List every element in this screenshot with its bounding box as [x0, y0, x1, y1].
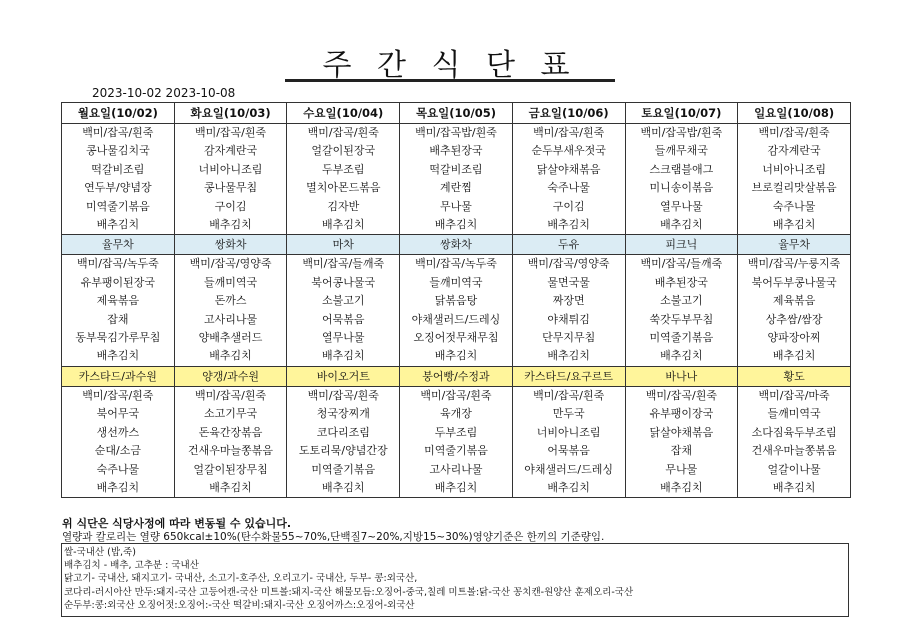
origin-box [61, 543, 849, 617]
dinner-row [62, 405, 851, 423]
dinner-menu-item: 두부조림 [400, 424, 513, 442]
breakfast-menu-item: 배추김치 [62, 216, 175, 235]
breakfast-menu-item: 백미/잡곡밥/흰죽 [400, 124, 513, 143]
breakfast-menu-item: 미역줄기볶음 [62, 198, 175, 216]
breakfast-menu-item: 얼갈이된장국 [287, 142, 400, 160]
breakfast-menu-item: 두부조림 [287, 161, 400, 179]
origin-line: 배추김치 - 배추, 고추분 : 국내산 [64, 560, 199, 572]
breakfast-menu-item: 감자계란국 [174, 142, 287, 160]
dinner-menu-item: 무나물 [625, 461, 738, 479]
dinner-menu-item: 코다리조림 [287, 424, 400, 442]
lunch-menu-item: 들깨미역국 [174, 274, 287, 292]
lunch-menu-item: 북어콩나물국 [287, 274, 400, 292]
lunch-menu-item: 백미/잡곡/들깨죽 [625, 255, 738, 274]
breakfast-menu-item: 스크램블애그 [625, 161, 738, 179]
lunch-menu-item: 소불고기 [625, 292, 738, 310]
breakfast-menu-item: 백미/잡곡/흰죽 [62, 124, 175, 143]
page-title: 주 간 식 단 표 [322, 48, 578, 83]
breakfast-menu-item: 백미/잡곡/흰죽 [174, 124, 287, 143]
dinner-menu-item: 배추김치 [738, 479, 851, 498]
lunch-menu-item: 잡채 [62, 311, 175, 329]
lunch-menu-item: 양배추샐러드 [174, 329, 287, 347]
dinner-menu-item: 미역줄기볶음 [400, 442, 513, 460]
dinner-menu-item: 백미/잡곡/흰죽 [287, 386, 400, 405]
title-underline [285, 79, 615, 82]
snack-item: 양갱/과수원 [174, 366, 287, 386]
dinner-menu-item: 얼갈이된장무침 [174, 461, 287, 479]
breakfast-menu-item: 너비아니조림 [174, 161, 287, 179]
dinner-menu-item: 순대/소금 [62, 442, 175, 460]
lunch-menu-item: 단무지무침 [512, 329, 625, 347]
breakfast-row [62, 198, 851, 216]
lunch-menu-item: 유부팽이된장국 [62, 274, 175, 292]
breakfast-menu-item: 배추김치 [512, 216, 625, 235]
day-header: 일요일(10/08) [738, 103, 851, 124]
dinner-menu-item: 청국장찌개 [287, 405, 400, 423]
breakfast-menu-item: 열무나물 [625, 198, 738, 216]
dinner-menu-item: 백미/잡곡/흰죽 [512, 386, 625, 405]
lunch-menu-item: 오징어젓무채무침 [400, 329, 513, 347]
lunch-menu-item: 백미/잡곡/영양죽 [512, 255, 625, 274]
lunch-menu-item: 야채샐러드/드레싱 [400, 311, 513, 329]
snack-item: 카스타드/과수원 [62, 366, 175, 386]
breakfast-menu-item: 미니송이볶음 [625, 179, 738, 197]
nutrition-text: 열량과 칼로리는 열량 650kcal±10%(탄수화물55~70%,단백질7~20%,지방15~30%)영양기준은 한끼의 기준량임. [62, 531, 605, 543]
lunch-menu-item: 배추김치 [738, 347, 851, 366]
lunch-menu-item: 제육볶음 [62, 292, 175, 310]
lunch-menu-item: 미역줄기볶음 [625, 329, 738, 347]
breakfast-menu-item: 연두부/양념장 [62, 179, 175, 197]
snack-item: 바나나 [625, 366, 738, 386]
day-header: 월요일(10/02) [62, 103, 175, 124]
dinner-menu-item: 돈육간장볶음 [174, 424, 287, 442]
breakfast-menu-item: 숙주나물 [512, 179, 625, 197]
dinner-menu-item: 소다짐육두부조림 [738, 424, 851, 442]
dinner-menu-item: 잡채 [625, 442, 738, 460]
breakfast-menu-item: 배추김치 [400, 216, 513, 235]
snack-item: 율무차 [62, 235, 175, 255]
breakfast-menu-item: 구이김 [174, 198, 287, 216]
dinner-menu-item: 야채샐러드/드레싱 [512, 461, 625, 479]
snack-item: 두유 [512, 235, 625, 255]
dinner-menu-item: 배추김치 [287, 479, 400, 498]
snack-item: 붕어빵/수정과 [400, 366, 513, 386]
breakfast-row [62, 124, 851, 143]
lunch-menu-item: 물면국물 [512, 274, 625, 292]
breakfast-row [62, 142, 851, 160]
breakfast-menu-item: 숙주나물 [738, 198, 851, 216]
breakfast-menu-item: 떡갈비조림 [62, 161, 175, 179]
breakfast-menu-item: 무나물 [400, 198, 513, 216]
dinner-menu-item: 배추김치 [174, 479, 287, 498]
day-header: 수요일(10/04) [287, 103, 400, 124]
day-header: 토요일(10/07) [625, 103, 738, 124]
lunch-menu-item: 배추김치 [174, 347, 287, 366]
lunch-row [62, 255, 851, 274]
lunch-menu-item: 배추된장국 [625, 274, 738, 292]
breakfast-menu-item: 백미/잡곡/흰죽 [287, 124, 400, 143]
dinner-row [62, 461, 851, 479]
breakfast-menu-item: 너비아니조림 [738, 161, 851, 179]
dinner-menu-item: 배추김치 [625, 479, 738, 498]
snack1-row [62, 235, 851, 255]
origin-line: 쌀-국내산 (밥,죽) [64, 547, 136, 558]
lunch-menu-item: 들깨미역국 [400, 274, 513, 292]
breakfast-menu-item: 순두부새우젓국 [512, 142, 625, 160]
dinner-menu-item: 백미/잡곡/흰죽 [625, 386, 738, 405]
dinner-row [62, 442, 851, 460]
snack2-row [62, 366, 851, 386]
breakfast-menu-item: 배추김치 [174, 216, 287, 235]
breakfast-menu-item: 구이김 [512, 198, 625, 216]
snack-item: 피크닉 [625, 235, 738, 255]
lunch-menu-item: 배추김치 [512, 347, 625, 366]
lunch-menu-item: 소불고기 [287, 292, 400, 310]
snack-item: 카스타드/요구르트 [512, 366, 625, 386]
dinner-menu-item: 닭살야채볶음 [625, 424, 738, 442]
lunch-menu-item: 배추김치 [625, 347, 738, 366]
lunch-menu-item: 고사리나물 [174, 311, 287, 329]
breakfast-menu-item: 콩나물무침 [174, 179, 287, 197]
dinner-menu-item: 북어무국 [62, 405, 175, 423]
dinner-row [62, 479, 851, 498]
dinner-menu-item: 유부팽이장국 [625, 405, 738, 423]
breakfast-menu-item: 들깨무채국 [625, 142, 738, 160]
dinner-menu-item: 만두국 [512, 405, 625, 423]
lunch-menu-item: 동부묵김가루무침 [62, 329, 175, 347]
dinner-menu-item: 배추김치 [62, 479, 175, 498]
dinner-row [62, 424, 851, 442]
snack-item: 황도 [738, 366, 851, 386]
lunch-row [62, 347, 851, 366]
dinner-menu-item: 미역줄기볶음 [287, 461, 400, 479]
dinner-menu-item: 백미/잡곡/흰죽 [62, 386, 175, 405]
breakfast-menu-item: 감자계란국 [738, 142, 851, 160]
lunch-row [62, 292, 851, 310]
snack-item: 마차 [287, 235, 400, 255]
snack-item: 바이오거트 [287, 366, 400, 386]
snack-item: 쌍화차 [174, 235, 287, 255]
dinner-menu-item: 백미/잡곡/흰죽 [174, 386, 287, 405]
snack-item: 쌍화차 [400, 235, 513, 255]
breakfast-menu-item: 멸치아몬드볶음 [287, 179, 400, 197]
date-range: 2023-10-02 2023-10-08 [92, 86, 236, 100]
dinner-menu-item: 배추김치 [400, 479, 513, 498]
dinner-menu-item: 건새우마늘쫑볶음 [738, 442, 851, 460]
lunch-menu-item: 닭볶음탕 [400, 292, 513, 310]
dinner-menu-item: 너비아니조림 [512, 424, 625, 442]
lunch-menu-item: 제육볶음 [738, 292, 851, 310]
lunch-menu-item: 백미/잡곡/들깨죽 [287, 255, 400, 274]
dinner-menu-item: 들깨미역국 [738, 405, 851, 423]
dinner-menu-item: 백미/잡곡/흰죽 [400, 386, 513, 405]
origin-line: 닭고기- 국내산, 돼지고기- 국내산, 소고기-호주산, 오리고기- 국내산, 두부- 콩:외국산, [64, 573, 418, 585]
breakfast-menu-item: 백미/잡곡밥/흰죽 [625, 124, 738, 143]
lunch-menu-item: 백미/잡곡/영양죽 [174, 255, 287, 274]
lunch-row [62, 329, 851, 347]
lunch-menu-item: 쑥갓두부무침 [625, 311, 738, 329]
breakfast-menu-item: 계란찜 [400, 179, 513, 197]
breakfast-menu-item: 닭살야채볶음 [512, 161, 625, 179]
lunch-menu-item: 돈까스 [174, 292, 287, 310]
breakfast-menu-item: 김자반 [287, 198, 400, 216]
dinner-menu-item: 배추김치 [512, 479, 625, 498]
dinner-menu-item: 숙주나물 [62, 461, 175, 479]
origin-line: 순두부:콩:외국산 오징어젓:오징어:-국산 떡갈비:돼지-국산 오징어까스:오징어-외국산 [64, 599, 415, 611]
breakfast-menu-item: 배추김치 [625, 216, 738, 235]
day-header: 목요일(10/05) [400, 103, 513, 124]
breakfast-row [62, 216, 851, 235]
origin-line: 코다리-러시아산 만두:돼지-국산 고등어캔-국산 미트볼:돼지-국산 해물모듬:오징어-중국,칠레 미트볼:닭-국산 꽁치캔-원양산 훈제오리-국산 [64, 586, 634, 598]
dinner-menu-item: 어묵볶음 [512, 442, 625, 460]
breakfast-row [62, 179, 851, 197]
lunch-menu-item: 백미/잡곡/녹두죽 [62, 255, 175, 274]
lunch-menu-item: 야채튀김 [512, 311, 625, 329]
lunch-menu-item: 북어두부콩나물국 [738, 274, 851, 292]
breakfast-row [62, 161, 851, 179]
breakfast-menu-item: 배추김치 [738, 216, 851, 235]
dinner-menu-item: 건새우마늘쫑볶음 [174, 442, 287, 460]
notice-text: 위 식단은 식당사정에 따라 변동될 수 있습니다. [62, 517, 292, 530]
breakfast-menu-item: 백미/잡곡/흰죽 [738, 124, 851, 143]
menu-body [62, 124, 851, 498]
lunch-menu-item: 양파장아찌 [738, 329, 851, 347]
dinner-row [62, 386, 851, 405]
lunch-menu-item: 배추김치 [62, 347, 175, 366]
lunch-menu-item: 백미/잡곡/녹두죽 [400, 255, 513, 274]
breakfast-menu-item: 떡갈비조림 [400, 161, 513, 179]
lunch-menu-item: 배추김치 [287, 347, 400, 366]
lunch-menu-item: 어묵볶음 [287, 311, 400, 329]
snack-item: 율무차 [738, 235, 851, 255]
dinner-menu-item: 백미/잡곡/마죽 [738, 386, 851, 405]
dinner-menu-item: 육개장 [400, 405, 513, 423]
lunch-row [62, 274, 851, 292]
lunch-menu-item: 배추김치 [400, 347, 513, 366]
breakfast-menu-item: 콩나물김치국 [62, 142, 175, 160]
dinner-menu-item: 소고기무국 [174, 405, 287, 423]
lunch-menu-item: 백미/잡곡/누룽지죽 [738, 255, 851, 274]
lunch-row [62, 311, 851, 329]
day-header: 금요일(10/06) [512, 103, 625, 124]
breakfast-menu-item: 배추김치 [287, 216, 400, 235]
breakfast-menu-item: 배추된장국 [400, 142, 513, 160]
day-header-row [62, 103, 851, 124]
lunch-menu-item: 짜장면 [512, 292, 625, 310]
weekly-menu-table [61, 102, 851, 498]
breakfast-menu-item: 백미/잡곡/흰죽 [512, 124, 625, 143]
dinner-menu-item: 생선까스 [62, 424, 175, 442]
dinner-menu-item: 고사리나물 [400, 461, 513, 479]
lunch-menu-item: 열무나물 [287, 329, 400, 347]
breakfast-menu-item: 브로컬리맛살볶음 [738, 179, 851, 197]
day-header: 화요일(10/03) [174, 103, 287, 124]
dinner-menu-item: 얼갈이나물 [738, 461, 851, 479]
dinner-menu-item: 도토리묵/양념간장 [287, 442, 400, 460]
lunch-menu-item: 상추쌈/쌈장 [738, 311, 851, 329]
